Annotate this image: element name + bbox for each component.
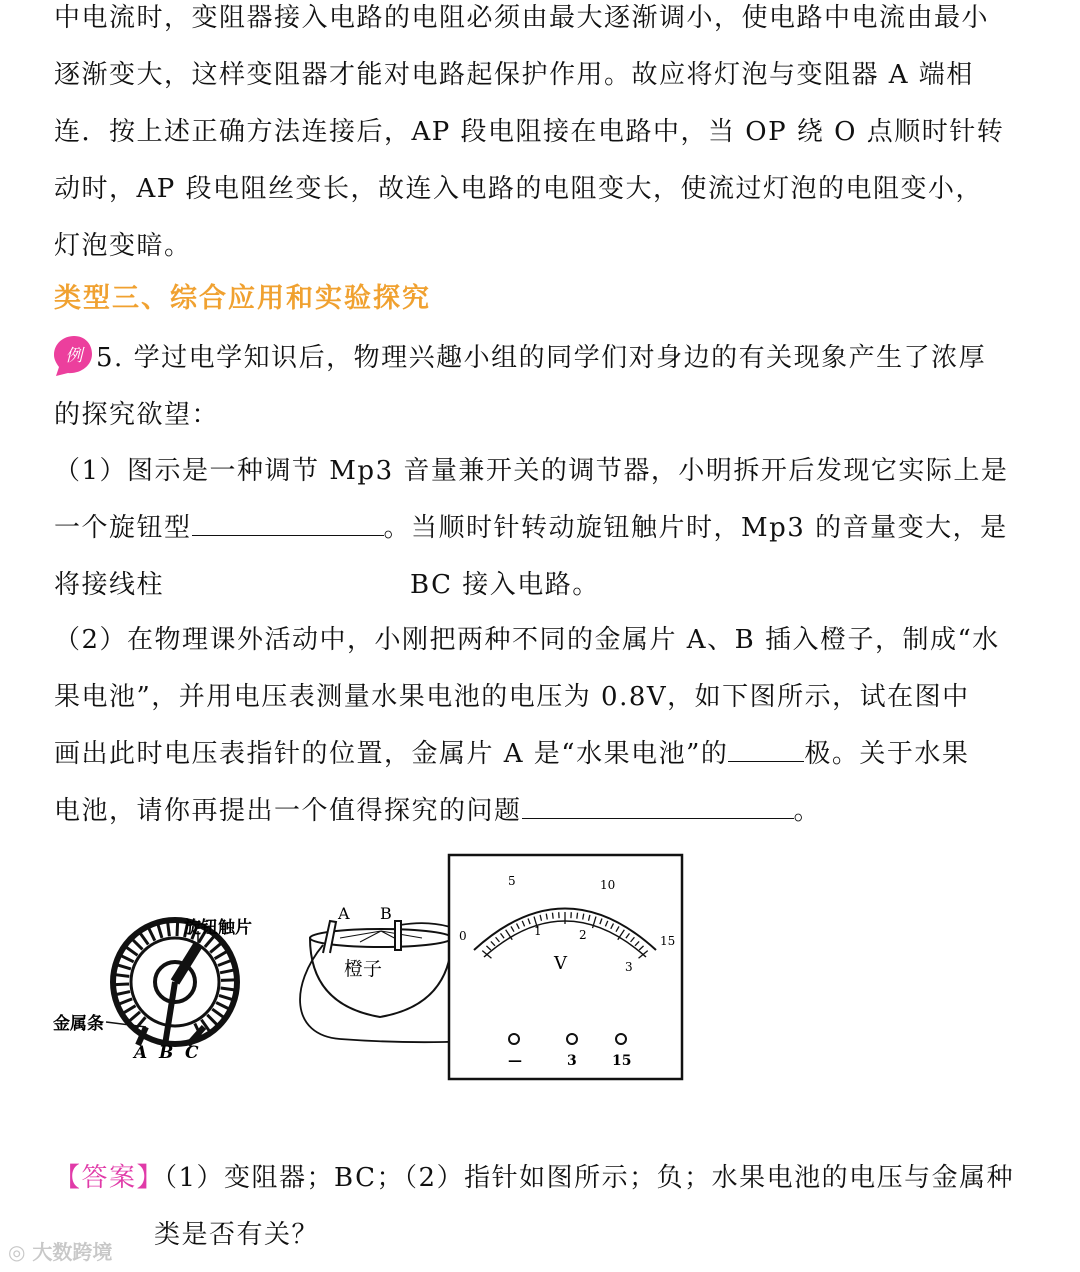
part2-text-b: 极。关于水果 (804, 739, 970, 769)
coil-tick (149, 928, 155, 941)
plate-a-label: A (338, 904, 350, 923)
coil-tick (115, 984, 129, 985)
watermark-icon: ◎ (8, 1240, 26, 1264)
coil-tick (129, 1012, 140, 1021)
metal-strip-label: 金属条 (53, 1014, 104, 1034)
knob-contact-label: 旋钮触片 (184, 918, 252, 938)
plate-b-label: B (380, 904, 392, 923)
post-3v (567, 1034, 577, 1044)
question-intro-text: 5. 学过电学知识后，物理兴趣小组的同学们对身边的有关现象产生了浓厚 (96, 343, 987, 373)
upper-scale-label: 5 (508, 874, 516, 888)
paragraph-line: 灯泡变暗。 (54, 231, 192, 261)
orange-label: 橙子 (344, 958, 383, 980)
question-block (54, 330, 1039, 444)
answer-blank-3[interactable] (728, 739, 804, 762)
lower-scale-label: 2 (579, 928, 587, 942)
coil-tick (168, 922, 170, 936)
part2-line-2: 果电池”，并用电压表测量水果电池的电压为 0.8V，如下图所示，试在图中 (54, 682, 970, 712)
upper-scale-label: 15 (660, 934, 676, 948)
part2-line-4 (54, 783, 1039, 840)
terminal-b-label: B (159, 1043, 174, 1063)
paragraph-line: 逐渐变大，这样变阻器才能对电路起保护作用。故应将灯泡与变阻器 A 端相 (54, 60, 974, 90)
answer-blank-4[interactable] (522, 796, 794, 819)
post-15v (616, 1034, 626, 1044)
rotary-rheostat-diagram (53, 917, 252, 1063)
question-intro-line (54, 330, 1039, 387)
terminal-a-label: A (134, 1043, 148, 1063)
paragraph-line: 中电流时，变阻器接入电路的电阻必须由最大逐渐调小，使电路中电流由最小 (54, 3, 990, 33)
paragraph-line: 连．按上述正确方法连接后，AP 段电阻接在电路中，当 OP 绕 O 点顺时针转 (54, 117, 1005, 147)
answer-line-1 (54, 1150, 1039, 1207)
experiment-figure (40, 845, 700, 1090)
terminal-c-label: C (185, 1043, 199, 1063)
part1-text-b: 。当顺时针转动旋钮触片时，Mp3 的音量变大，是 (383, 513, 1008, 543)
coil-tick (177, 922, 178, 936)
part2-text-d: 。 (793, 796, 822, 826)
lower-scale-label: 1 (534, 924, 542, 938)
part2-text-a: 画出此时电压表指针的位置，金属片 A 是“水果电池”的 (54, 739, 729, 769)
coil-tick (212, 1009, 223, 1017)
part1-text-d: BC 接入电路。 (410, 570, 600, 600)
coil-tick (215, 952, 227, 959)
coil-tick (121, 956, 134, 962)
coil-tick (124, 1006, 136, 1013)
coil-tick (218, 960, 231, 965)
example-badge-text: 例 (65, 346, 83, 366)
coil-tick (126, 947, 137, 955)
answer-label: 【答案】 (54, 1163, 165, 1193)
scale-tick (552, 913, 553, 919)
question-part-1 (54, 443, 1039, 614)
coil-tick (140, 933, 148, 944)
question-intro-line-2: 的探究欲望： (54, 400, 220, 430)
answer-line-2: 类是否有关？ (154, 1220, 320, 1250)
part2-text-c: 电池，请你再提出一个值得探究的问题 (54, 796, 522, 826)
upper-scale-label: 10 (600, 878, 616, 892)
coil-tick (216, 1003, 229, 1009)
scale-tick (577, 913, 578, 919)
coil-tick (207, 1015, 217, 1025)
watermark-logo (8, 1236, 112, 1265)
coil-tick (220, 970, 234, 973)
meter-symbol: V (554, 953, 567, 974)
part1-line-3 (54, 557, 1039, 614)
coil-tick (158, 924, 162, 937)
coil-tick (210, 943, 221, 952)
part1-text-c: 将接线柱 (54, 570, 165, 600)
previous-explanation-paragraph (54, 0, 1039, 275)
part1-line-1: （1）图示是一种调节 Mp3 音量兼开关的调节器，小明拆开后发现它实际上是 (54, 456, 1009, 486)
coil-tick (119, 999, 132, 1004)
part1-line-2 (54, 500, 1039, 557)
part2-line-3 (54, 726, 1039, 783)
section-title: 类型三、综合应用和实验探究 (54, 283, 431, 314)
upper-scale-label: 0 (459, 929, 467, 943)
question-part-2 (54, 612, 1039, 840)
post-label: 15 (612, 1053, 632, 1069)
coil-tick (117, 965, 130, 969)
answer-block (54, 1150, 1039, 1264)
coil-tick (115, 975, 129, 977)
coil-tick (133, 940, 143, 950)
post-label: — (508, 1053, 522, 1069)
coil-tick (116, 992, 130, 995)
negative-post (509, 1034, 519, 1044)
lower-scale-label: 3 (625, 960, 633, 974)
paragraph-line: 动时，AP 段电阻丝变长，故连入电路的电阻变大，使流过灯泡的电阻变小， (54, 174, 984, 204)
post-label: 3 (567, 1053, 577, 1069)
answer-text: （1）变阻器；BC；（2）指针如图所示；负；水果电池的电压与金属种 (164, 1163, 1015, 1193)
part2-line-1: （2）在物理课外活动中，小刚把两种不同的金属片 A、B 插入橙子，制成“水 (54, 625, 1000, 655)
voltmeter-diagram (449, 855, 682, 1079)
watermark-text: 大数跨境 (32, 1240, 113, 1264)
part1-text-a: 一个旋钮型 (54, 513, 192, 543)
coil-tick (219, 995, 232, 999)
answer-blank-1[interactable] (192, 513, 384, 536)
coil-tick (221, 988, 235, 990)
